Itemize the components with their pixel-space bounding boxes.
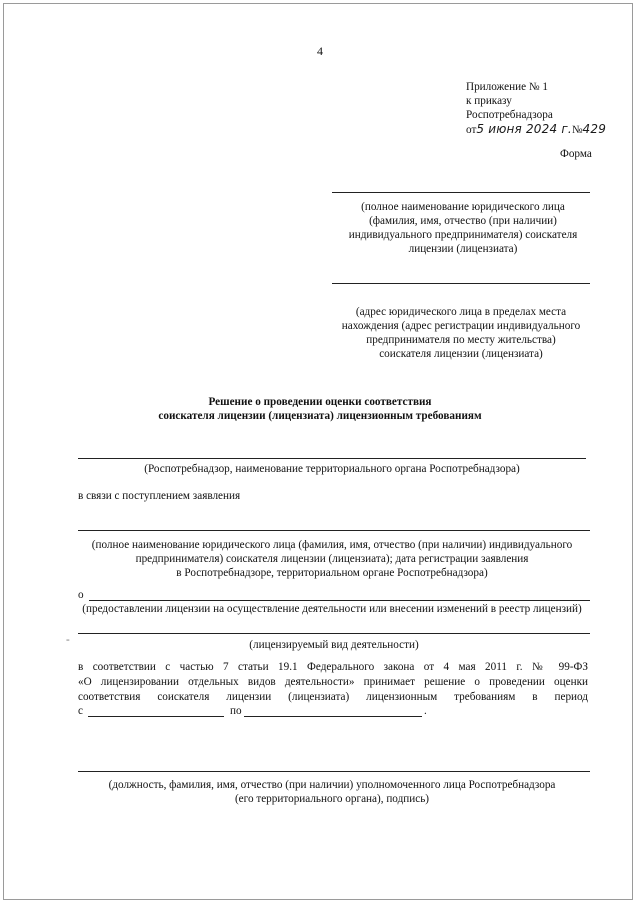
applicant-line <box>78 530 590 531</box>
period-from-line <box>88 716 224 717</box>
margin-dash: - <box>66 634 70 646</box>
handwritten-number: 429 <box>582 122 607 136</box>
appendix-label: Приложение № 1 <box>466 81 548 93</box>
caption-line: индивидуального предпринимателя) соискателя <box>348 229 578 241</box>
activity-caption: (лицензируемый вид деятельности) <box>249 639 419 651</box>
caption-line: (фамилия, имя, отчество (при наличии) <box>369 215 557 227</box>
authority-caption: (Роспотребнадзор, наименование территориального органа Роспотребнадзора) <box>144 463 520 475</box>
caption-line: (должность, фамилия, имя, отчество (при наличии) уполномоченного лица Роспотребнадзора <box>108 779 556 791</box>
caption-line: (полное наименование юридического лица (фамилия, имя, отчество (при наличии) индивидуального <box>91 539 573 551</box>
caption-line: в Роспотребнадзоре, территориальном органе Роспотребнадзора) <box>176 567 488 579</box>
period-to-label: по <box>230 705 242 717</box>
about-line <box>89 600 590 601</box>
page-number: 4 <box>317 44 323 58</box>
date-prefix: от <box>466 124 477 136</box>
handwritten-date: 5 июня 2024 г. <box>476 122 572 136</box>
recipient-name-line <box>332 192 590 193</box>
caption-line: соискателя лицензии (лицензиата) <box>379 348 543 360</box>
signatory-line <box>78 771 590 772</box>
period-end-mark: . <box>424 705 427 717</box>
caption-line: нахождения (адрес регистрации индивидуального <box>341 320 581 332</box>
in-connection-text: в связи с поступлением заявления <box>78 490 241 502</box>
document-title <box>60 395 580 423</box>
caption-line: предпринимателя по месту жительства) <box>366 334 556 346</box>
number-prefix: № <box>571 124 583 136</box>
signatory-caption <box>66 778 598 806</box>
caption-line: предпринимателя) соискателя лицензии (лицензиата); дата регистрации заявления <box>135 553 529 565</box>
order-date-line <box>466 122 606 137</box>
document-page <box>3 3 633 900</box>
order-label: к приказу <box>466 95 512 107</box>
about-caption: (предоставлении лицензии на осуществление деятельности или внесении изменений в реестр лицензий) <box>82 603 582 615</box>
form-label: Форма <box>560 148 592 160</box>
period-to-line <box>244 716 422 717</box>
activity-line <box>78 633 590 634</box>
title-line: Решение о проведении оценки соответствия <box>208 396 432 408</box>
applicant-caption <box>66 538 598 580</box>
caption-line: (полное наименование юридического лица <box>361 201 565 213</box>
agency-label: Роспотребнадзора <box>466 109 553 121</box>
authority-line <box>78 458 586 459</box>
period-from-label: с <box>78 705 83 717</box>
recipient-address-caption <box>316 305 606 361</box>
caption-line: (адрес юридического лица в пределах места <box>355 306 567 318</box>
about-prefix: о <box>78 589 84 601</box>
recipient-address-line <box>332 283 590 284</box>
decision-line-3: соответствия соискателя лицензии (лицензиата) лицензионным требованиям в период <box>78 691 588 703</box>
decision-line-2: «О лицензировании отдельных видов деятельности» принимает решение о проведении оценки <box>78 676 588 688</box>
caption-line: лицензии (лицензиата) <box>408 243 518 255</box>
title-line: соискателя лицензии (лицензиата) лицензионным требованиям <box>158 410 482 422</box>
decision-line-1: в соответствии с частью 7 статьи 19.1 Федерального закона от 4 мая 2011 г. № 99-ФЗ <box>78 661 588 673</box>
caption-line: (его территориального органа), подпись) <box>234 793 430 805</box>
recipient-name-caption <box>320 200 606 256</box>
